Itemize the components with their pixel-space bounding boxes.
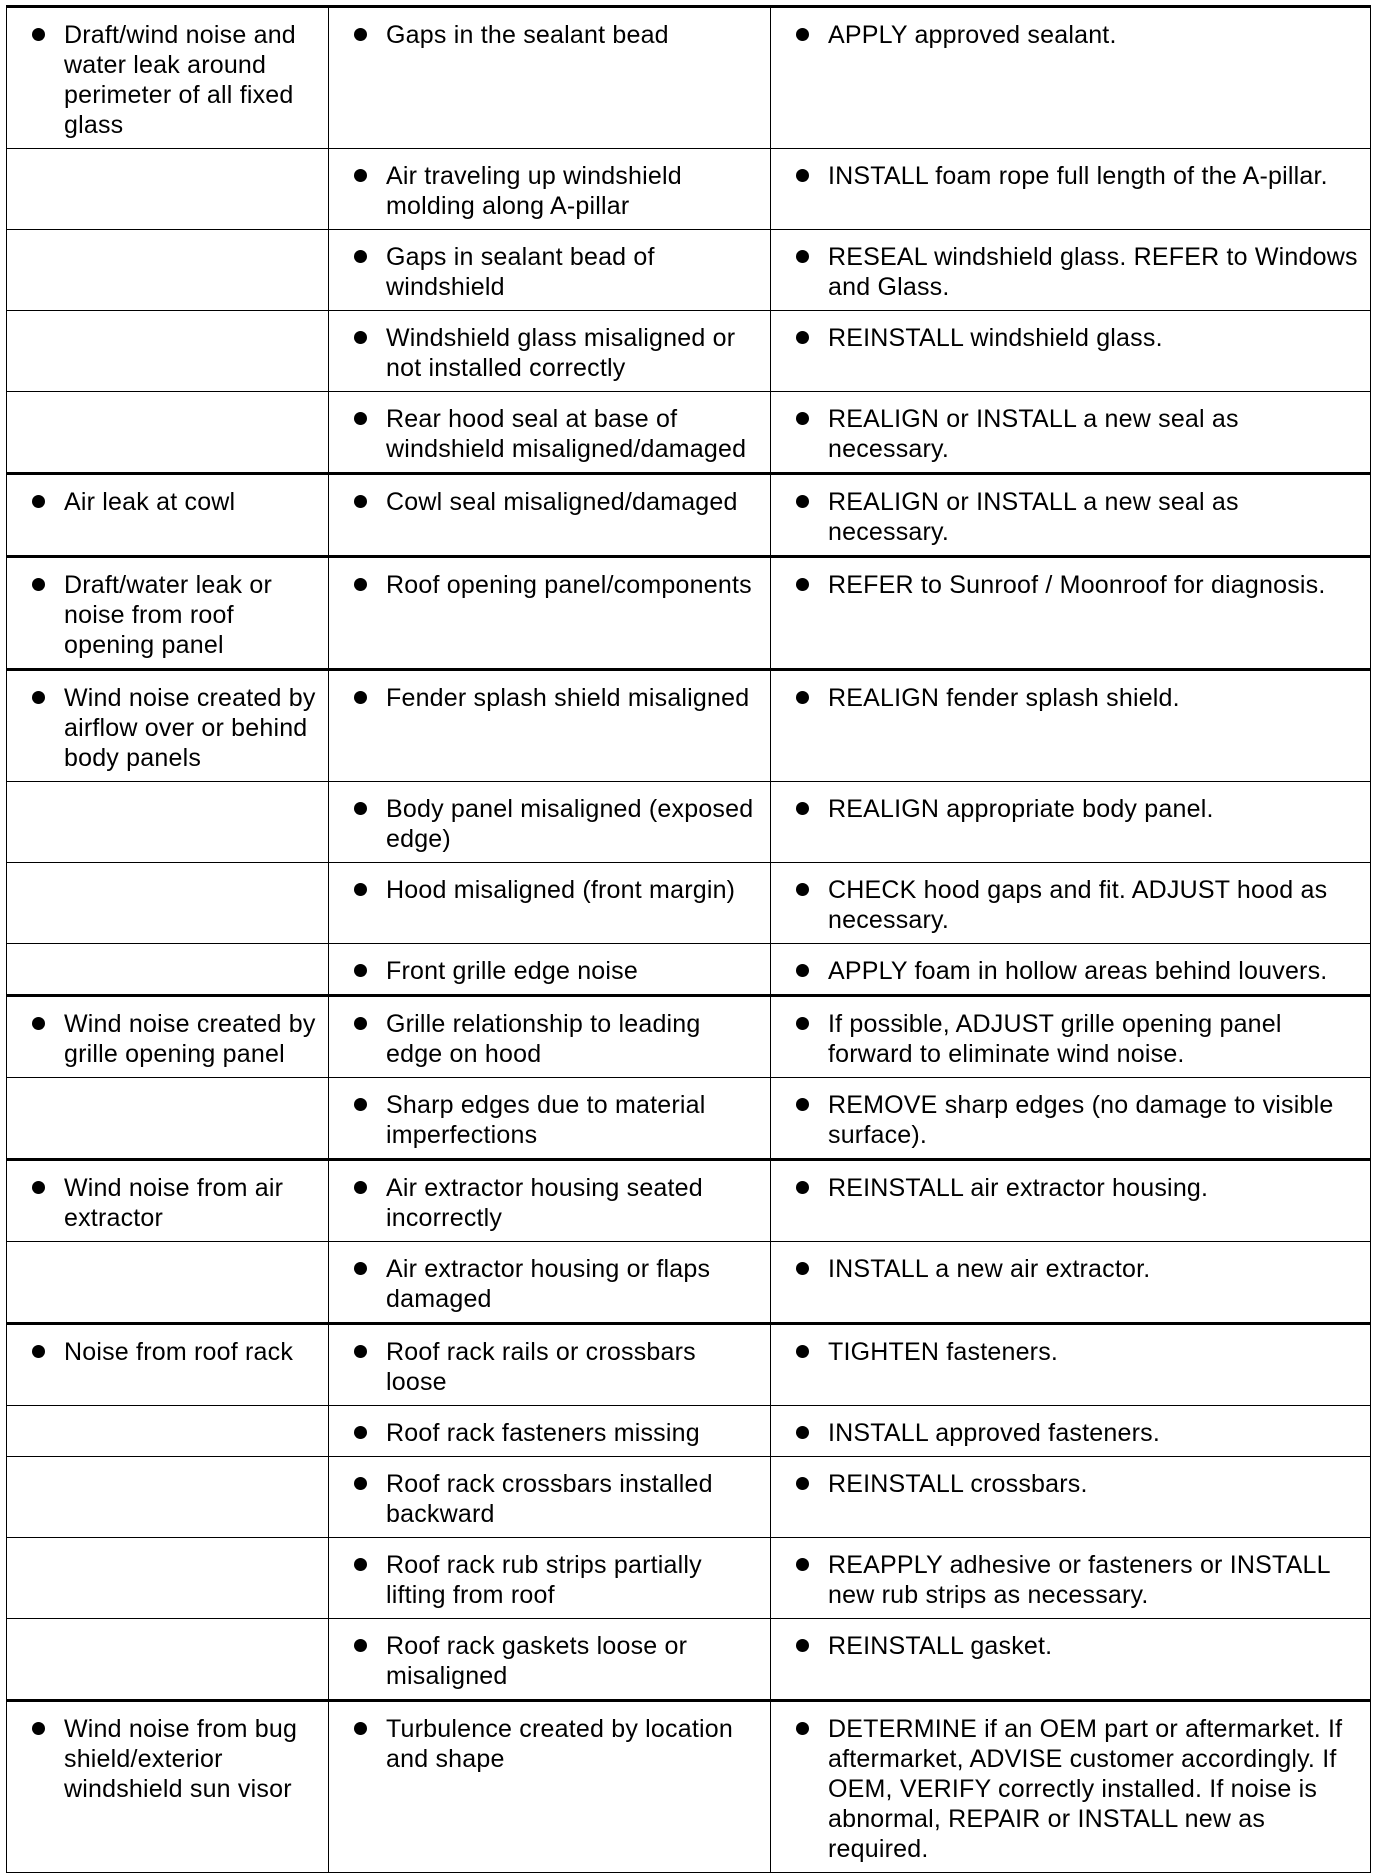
cause-cell xyxy=(329,863,771,944)
cause-cell xyxy=(329,230,771,311)
action-text: INSTALL a new air extractor. xyxy=(771,1254,1362,1284)
condition-cell xyxy=(7,782,329,863)
diagnosis-table xyxy=(6,5,1371,1873)
table-row xyxy=(7,474,1371,557)
condition-cell xyxy=(7,7,329,149)
condition-cell xyxy=(7,230,329,311)
cause-text: Air extractor housing seated incorrectly xyxy=(329,1173,762,1233)
action-cell xyxy=(771,1406,1371,1457)
condition-cell xyxy=(7,1619,329,1701)
cause-text: Roof rack fasteners missing xyxy=(329,1418,762,1448)
action-text: REINSTALL crossbars. xyxy=(771,1469,1362,1499)
action-text: DETERMINE if an OEM part or aftermarket. If aftermarket, ADVISE customer accordingly. If OEM, VERIFY correctly installed. If noise is abnormal, REPAIR or INSTALL new as required. xyxy=(771,1714,1362,1864)
action-cell xyxy=(771,1160,1371,1242)
cause-cell xyxy=(329,996,771,1078)
cause-cell xyxy=(329,1701,771,1873)
cause-cell xyxy=(329,1457,771,1538)
cause-text: Grille relationship to leading edge on hood xyxy=(329,1009,762,1069)
condition-text: Noise from roof rack xyxy=(7,1337,320,1367)
action-cell xyxy=(771,149,1371,230)
condition-cell xyxy=(7,392,329,474)
table-row xyxy=(7,1538,1371,1619)
table-row xyxy=(7,392,1371,474)
cause-text: Body panel misaligned (exposed edge) xyxy=(329,794,762,854)
condition-text: Draft/wind noise and water leak around perimeter of all fixed glass xyxy=(7,20,320,140)
action-cell xyxy=(771,1538,1371,1619)
action-cell xyxy=(771,474,1371,557)
table-row xyxy=(7,230,1371,311)
action-cell xyxy=(771,1324,1371,1406)
condition-cell xyxy=(7,1078,329,1160)
action-text: INSTALL approved fasteners. xyxy=(771,1418,1362,1448)
cause-cell xyxy=(329,1406,771,1457)
cause-text: Windshield glass misaligned or not installed correctly xyxy=(329,323,762,383)
cause-text: Roof rack rails or crossbars loose xyxy=(329,1337,762,1397)
table-row xyxy=(7,1406,1371,1457)
action-cell xyxy=(771,670,1371,782)
cause-cell xyxy=(329,782,771,863)
table-row xyxy=(7,1619,1371,1701)
table-row xyxy=(7,1324,1371,1406)
cause-text: Roof rack gaskets loose or misaligned xyxy=(329,1631,762,1691)
action-cell xyxy=(771,863,1371,944)
action-cell xyxy=(771,392,1371,474)
cause-cell xyxy=(329,670,771,782)
table-row xyxy=(7,1242,1371,1324)
cause-text: Turbulence created by location and shape xyxy=(329,1714,762,1774)
action-text: REAPPLY adhesive or fasteners or INSTALL new rub strips as necessary. xyxy=(771,1550,1362,1610)
table-row xyxy=(7,782,1371,863)
cause-cell xyxy=(329,7,771,149)
condition-text: Wind noise from bug shield/exterior windshield sun visor xyxy=(7,1714,320,1804)
action-cell xyxy=(771,782,1371,863)
condition-cell xyxy=(7,1457,329,1538)
table-row xyxy=(7,1457,1371,1538)
condition-cell xyxy=(7,1701,329,1873)
action-cell xyxy=(771,1701,1371,1873)
action-cell xyxy=(771,311,1371,392)
cause-cell xyxy=(329,392,771,474)
action-text: RESEAL windshield glass. REFER to Windows and Glass. xyxy=(771,242,1362,302)
action-text: If possible, ADJUST grille opening panel forward to eliminate wind noise. xyxy=(771,1009,1362,1069)
diagnosis-table-body xyxy=(7,7,1371,1873)
condition-cell xyxy=(7,670,329,782)
action-text: APPLY foam in hollow areas behind louvers. xyxy=(771,956,1362,986)
condition-cell xyxy=(7,1242,329,1324)
condition-cell xyxy=(7,863,329,944)
condition-cell xyxy=(7,311,329,392)
action-cell xyxy=(771,1619,1371,1701)
cause-cell xyxy=(329,1160,771,1242)
cause-cell xyxy=(329,1242,771,1324)
cause-text: Rear hood seal at base of windshield misaligned/damaged xyxy=(329,404,762,464)
cause-cell xyxy=(329,557,771,670)
action-text: TIGHTEN fasteners. xyxy=(771,1337,1362,1367)
cause-text: Cowl seal misaligned/damaged xyxy=(329,487,762,517)
condition-cell xyxy=(7,557,329,670)
cause-cell xyxy=(329,1324,771,1406)
cause-text: Gaps in sealant bead of windshield xyxy=(329,242,762,302)
condition-cell xyxy=(7,149,329,230)
condition-text: Wind noise created by grille opening panel xyxy=(7,1009,320,1069)
cause-cell xyxy=(329,1538,771,1619)
table-row xyxy=(7,1701,1371,1873)
action-cell xyxy=(771,1457,1371,1538)
action-text: REINSTALL gasket. xyxy=(771,1631,1362,1661)
action-text: APPLY approved sealant. xyxy=(771,20,1362,50)
cause-text: Roof rack rub strips partially lifting from roof xyxy=(329,1550,762,1610)
cause-text: Fender splash shield misaligned xyxy=(329,683,762,713)
cause-cell xyxy=(329,474,771,557)
table-row xyxy=(7,311,1371,392)
cause-cell xyxy=(329,311,771,392)
condition-cell xyxy=(7,474,329,557)
table-row xyxy=(7,996,1371,1078)
condition-cell xyxy=(7,1324,329,1406)
cause-text: Front grille edge noise xyxy=(329,956,762,986)
condition-cell xyxy=(7,996,329,1078)
table-row xyxy=(7,1160,1371,1242)
action-text: CHECK hood gaps and fit. ADJUST hood as necessary. xyxy=(771,875,1362,935)
table-row xyxy=(7,7,1371,149)
condition-text: Wind noise from air extractor xyxy=(7,1173,320,1233)
condition-text: Air leak at cowl xyxy=(7,487,320,517)
cause-cell xyxy=(329,1619,771,1701)
action-text: REALIGN or INSTALL a new seal as necessary. xyxy=(771,487,1362,547)
table-row xyxy=(7,149,1371,230)
cause-text: Hood misaligned (front margin) xyxy=(329,875,762,905)
table-row xyxy=(7,863,1371,944)
cause-cell xyxy=(329,149,771,230)
table-row xyxy=(7,1078,1371,1160)
action-cell xyxy=(771,996,1371,1078)
action-text: REMOVE sharp edges (no damage to visible surface). xyxy=(771,1090,1362,1150)
condition-cell xyxy=(7,1160,329,1242)
cause-text: Roof rack crossbars installed backward xyxy=(329,1469,762,1529)
action-cell xyxy=(771,1242,1371,1324)
table-row xyxy=(7,944,1371,996)
condition-text: Draft/water leak or noise from roof opening panel xyxy=(7,570,320,660)
table-row xyxy=(7,557,1371,670)
cause-text: Sharp edges due to material imperfections xyxy=(329,1090,762,1150)
action-text: INSTALL foam rope full length of the A-pillar. xyxy=(771,161,1362,191)
condition-cell xyxy=(7,944,329,996)
condition-cell xyxy=(7,1406,329,1457)
action-text: REALIGN appropriate body panel. xyxy=(771,794,1362,824)
action-cell xyxy=(771,230,1371,311)
cause-cell xyxy=(329,944,771,996)
condition-text: Wind noise created by airflow over or behind body panels xyxy=(7,683,320,773)
action-cell xyxy=(771,1078,1371,1160)
action-cell xyxy=(771,944,1371,996)
action-text: REALIGN or INSTALL a new seal as necessary. xyxy=(771,404,1362,464)
action-text: REFER to Sunroof / Moonroof for diagnosis. xyxy=(771,570,1362,600)
cause-text: Air traveling up windshield molding along A-pillar xyxy=(329,161,762,221)
cause-text: Gaps in the sealant bead xyxy=(329,20,762,50)
cause-text: Roof opening panel/components xyxy=(329,570,762,600)
action-text: REINSTALL air extractor housing. xyxy=(771,1173,1362,1203)
condition-cell xyxy=(7,1538,329,1619)
action-cell xyxy=(771,7,1371,149)
cause-text: Air extractor housing or flaps damaged xyxy=(329,1254,762,1314)
cause-cell xyxy=(329,1078,771,1160)
action-text: REINSTALL windshield glass. xyxy=(771,323,1362,353)
action-text: REALIGN fender splash shield. xyxy=(771,683,1362,713)
action-cell xyxy=(771,557,1371,670)
table-row xyxy=(7,670,1371,782)
